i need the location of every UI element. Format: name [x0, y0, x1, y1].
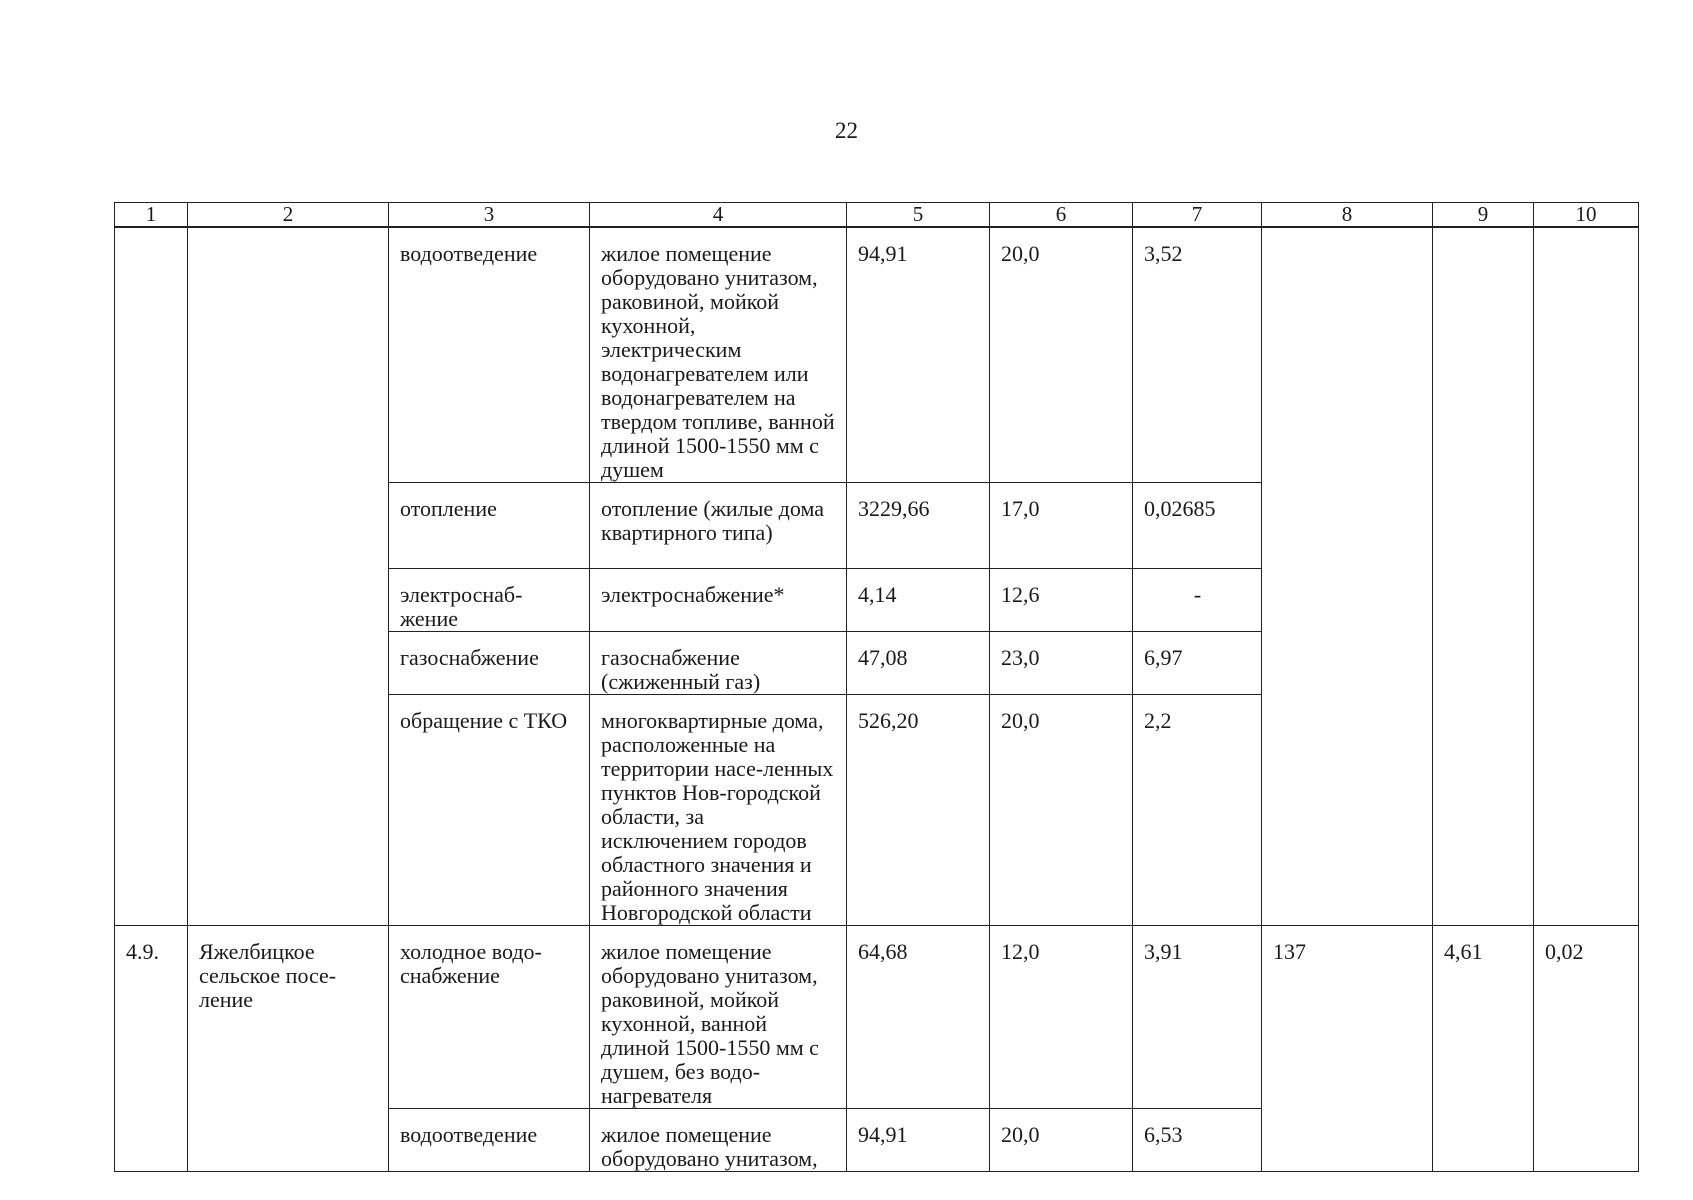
service-cell: водоотведение	[389, 227, 590, 483]
col-header-8: 8	[1262, 203, 1433, 228]
value-cell-8: 137	[1262, 926, 1433, 1172]
value-cell-6: 23,0	[990, 632, 1133, 695]
cell-col1-empty	[115, 227, 188, 926]
col-header-4: 4	[590, 203, 847, 228]
col-header-6: 6	[990, 203, 1133, 228]
service-cell: отопление	[389, 483, 590, 569]
table-row	[115, 227, 1639, 483]
value-cell-6: 20,0	[990, 695, 1133, 926]
service-cell: газоснабжение	[389, 632, 590, 695]
description-cell: газоснабжение (сжиженный газ)	[590, 632, 847, 695]
value-cell-5: 47,08	[847, 632, 990, 695]
description-cell: жилое помещение оборудовано унитазом,	[590, 1109, 847, 1172]
page-number: 22	[835, 118, 858, 143]
value-cell-7: 2,2	[1133, 695, 1262, 926]
cell-col8-empty	[1262, 227, 1433, 926]
value-cell-6: 20,0	[990, 227, 1133, 483]
description-cell: жилое помещение оборудовано унитазом, раковиной, мойкой кухонной, ванной длиной 1500-1550 мм с душем, без водо-нагревателя	[590, 926, 847, 1109]
value-cell-7: 6,97	[1133, 632, 1262, 695]
value-cell-5: 94,91	[847, 1109, 990, 1172]
col-header-1: 1	[115, 203, 188, 228]
value-cell-7: 0,02685	[1133, 483, 1262, 569]
service-cell: холодное водо-снабжение	[389, 926, 590, 1109]
value-cell-5: 4,14	[847, 569, 990, 632]
col-header-10: 10	[1534, 203, 1639, 228]
value-cell-7: 3,91	[1133, 926, 1262, 1109]
value-cell-6: 17,0	[990, 483, 1133, 569]
value-cell-7: -	[1133, 569, 1262, 632]
col-header-2: 2	[188, 203, 389, 228]
settlement-name-cell: Яжелбицкое сельское посе-ление	[188, 926, 389, 1172]
description-cell: отопление (жилые дома квартирного типа)	[590, 483, 847, 569]
description-cell: многоквартирные дома, расположенные на территории насе-ленных пунктов Нов-городской области, за исключением городов областного значения и районного значения Новгородской области	[590, 695, 847, 926]
service-cell: обращение с ТКО	[389, 695, 590, 926]
col-header-9: 9	[1433, 203, 1534, 228]
service-cell: электроснаб-жение	[389, 569, 590, 632]
col-header-7: 7	[1133, 203, 1262, 228]
value-cell-5: 526,20	[847, 695, 990, 926]
col-header-3: 3	[389, 203, 590, 228]
description-cell: жилое помещение оборудовано унитазом, раковиной, мойкой кухонной, электрическим водонагревателем или водонагревателем на твердом топливе, ванной длиной 1500-1550 мм с душем	[590, 227, 847, 483]
cell-col2-empty	[188, 227, 389, 926]
cell-col9-empty	[1433, 227, 1534, 926]
table-row	[115, 926, 1639, 1109]
value-cell-5: 64,68	[847, 926, 990, 1109]
value-cell-7: 6,53	[1133, 1109, 1262, 1172]
value-cell-6: 12,0	[990, 926, 1133, 1109]
header-row	[115, 203, 1639, 228]
value-cell-6: 12,6	[990, 569, 1133, 632]
tariff-table	[114, 202, 1639, 1172]
description-cell: электроснабжение*	[590, 569, 847, 632]
group-number-cell: 4.9.	[115, 926, 188, 1172]
value-cell-5: 3229,66	[847, 483, 990, 569]
value-cell-5: 94,91	[847, 227, 990, 483]
cell-col10-empty	[1534, 227, 1639, 926]
value-cell-9: 4,61	[1433, 926, 1534, 1172]
col-header-5: 5	[847, 203, 990, 228]
service-cell: водоотведение	[389, 1109, 590, 1172]
value-cell-10: 0,02	[1534, 926, 1639, 1172]
value-cell-7: 3,52	[1133, 227, 1262, 483]
value-cell-6: 20,0	[990, 1109, 1133, 1172]
